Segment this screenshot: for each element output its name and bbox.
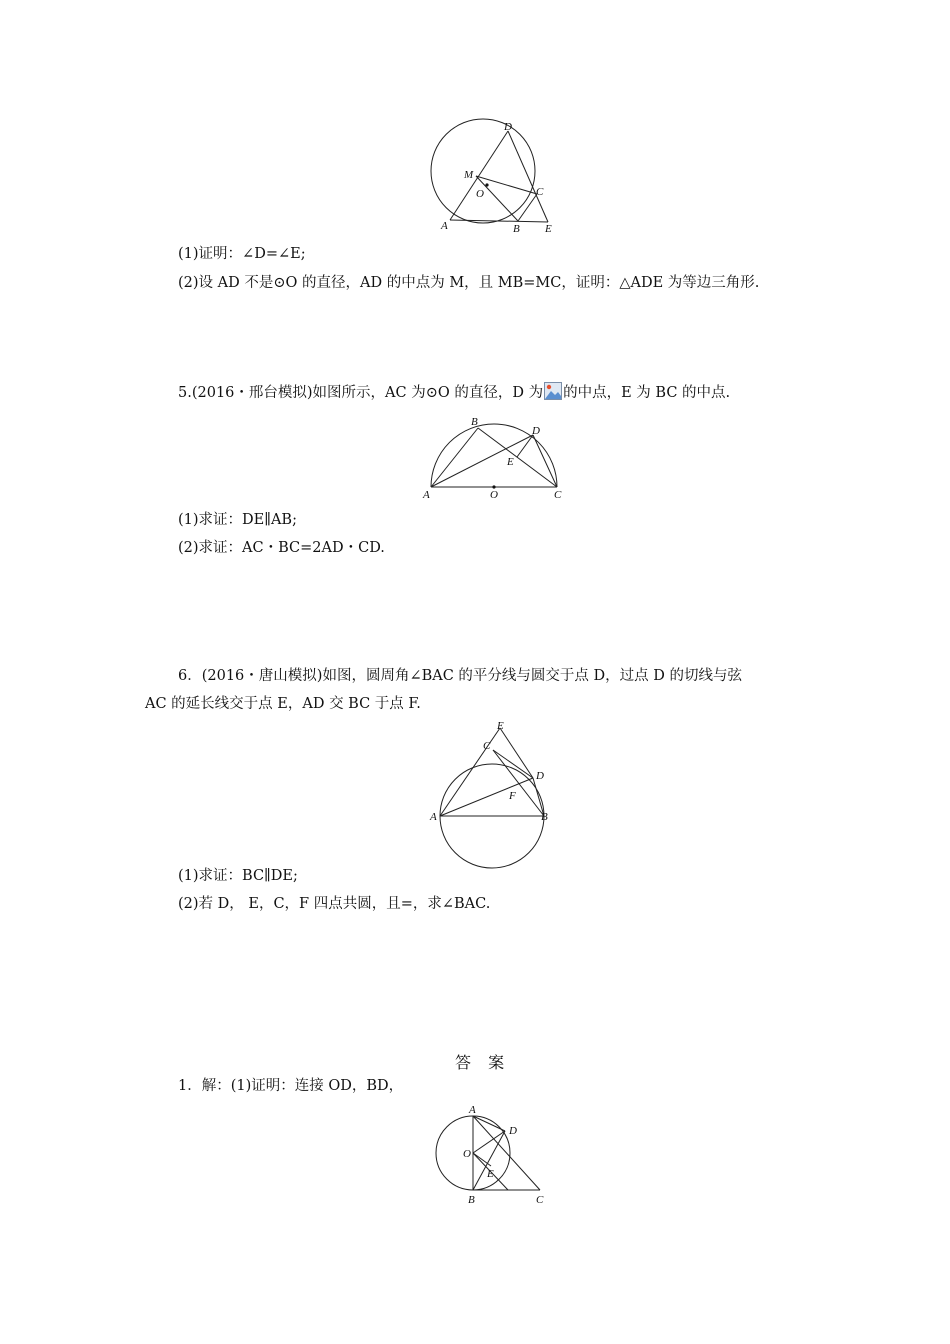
problem6-stem-line2: AC 的延长线交于点 E，AD 交 BC 于点 F. (145, 696, 421, 712)
label-D: D (509, 1125, 517, 1137)
label-E: E (507, 456, 514, 468)
answers-title: 答 案 (455, 1053, 511, 1072)
label-A: A (441, 220, 448, 232)
problem4-part1: (1)证明：∠D=∠E; (178, 246, 306, 262)
figure-problem6 (425, 720, 560, 860)
label-C: C (554, 489, 562, 501)
broken-image-icon (544, 382, 562, 400)
label-C: C (536, 186, 544, 198)
problem4-part2: (2)设 AD 不是⊙O 的直径，AD 的中点为 M，且 MB=MC，证明：△ADE 为等边三角形. (178, 275, 760, 291)
problem5-stem (178, 382, 730, 403)
problem6-stem-line1: 6．(2016・唐山模拟)如图，圆周角∠BAC 的平分线与圆交于点 D，过点 D 的切线与弦 (178, 668, 742, 684)
problem5-stem-b: 的中点，E 为 BC 的中点. (563, 385, 731, 401)
label-D: D (532, 425, 540, 437)
label-D: D (504, 121, 512, 133)
label-E: E (487, 1168, 494, 1180)
label-O: O (463, 1148, 471, 1160)
answer1-line1: 1．解：(1)证明：连接 OD，BD， (178, 1078, 404, 1094)
label-B: B (468, 1194, 475, 1206)
label-O: O (476, 188, 484, 200)
label-A: A (469, 1104, 476, 1116)
label-B: B (471, 416, 478, 428)
label-B: B (513, 223, 520, 235)
label-E: E (545, 223, 552, 235)
label-A: A (430, 811, 437, 823)
label-A: A (423, 489, 430, 501)
problem5-stem-a: 5.(2016・邢台模拟)如图所示，AC 为⊙O 的直径，D 为 (178, 385, 544, 401)
problem6-part1: (1)求证：BC∥DE; (178, 868, 298, 884)
label-F: F (509, 790, 516, 802)
problem6-part2: (2)若 D， E，C，F 四点共圆，且=，求∠BAC. (178, 896, 491, 912)
label-B: B (541, 811, 548, 823)
label-C: C (483, 740, 491, 752)
problem5-part1: (1)求证：DE∥AB; (178, 512, 297, 528)
figure-problem4 (420, 118, 570, 238)
label-M: M (464, 169, 474, 181)
label-O: O (490, 489, 498, 501)
problem5-part2: (2)求证：AC・BC=2AD・CD. (178, 540, 385, 556)
label-E: E (497, 720, 504, 732)
label-D: D (536, 770, 544, 782)
figure-problem5 (418, 412, 568, 502)
figure-answer1 (432, 1102, 557, 1212)
label-C: C (536, 1194, 544, 1206)
